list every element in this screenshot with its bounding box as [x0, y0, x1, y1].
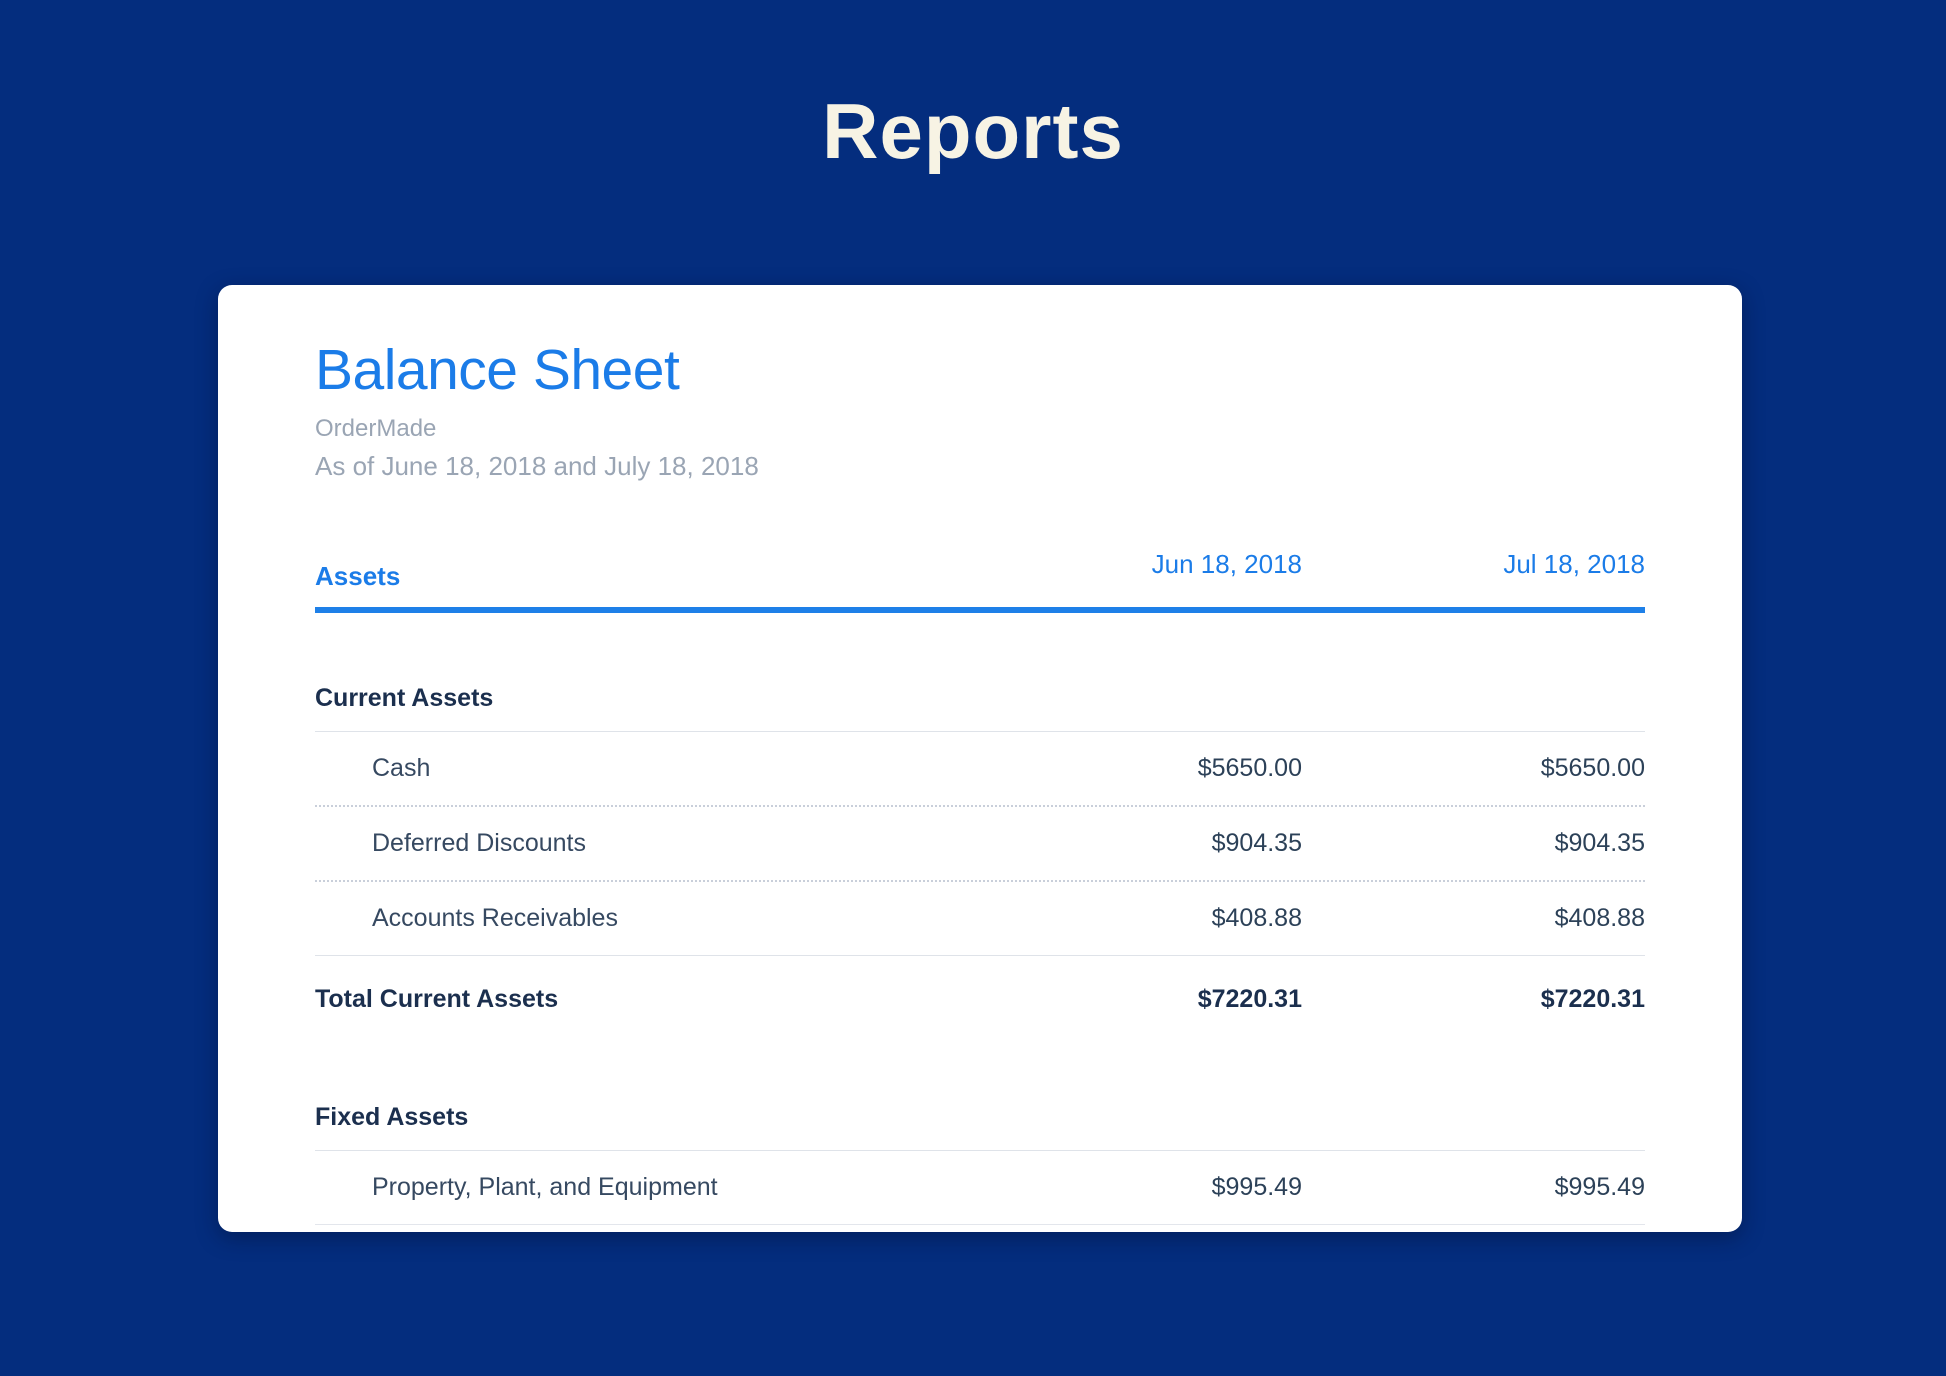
table-row-property-plant-equipment: [315, 1151, 1645, 1225]
row-value-jun: $904.35: [1211, 828, 1302, 857]
row-value-jul: $995.49: [1554, 1172, 1645, 1201]
row-value-jun: $408.88: [1211, 903, 1302, 932]
report-period: As of June 18, 2018 and July 18, 2018: [315, 450, 759, 481]
row-label: Property, Plant, and Equipment: [372, 1172, 718, 1201]
total-value-jul: $7220.31: [1540, 984, 1645, 1013]
page-title: Reports: [822, 87, 1124, 175]
row-label: Accounts Receivables: [372, 903, 618, 932]
balance-sheet-card: [218, 285, 1742, 1232]
total-label: Total Current Assets: [315, 984, 559, 1013]
row-label: Cash: [372, 753, 431, 782]
total-row-current-assets: [315, 956, 1645, 1042]
total-value-jun: $7220.31: [1197, 984, 1302, 1013]
section-header-current-assets: Current Assets: [315, 683, 1645, 732]
row-label: Deferred Discounts: [372, 828, 586, 857]
table-row-deferred-discounts: [315, 805, 1645, 880]
section-header-fixed-assets: Fixed Assets: [315, 1102, 1645, 1151]
table-header: [315, 548, 1645, 613]
row-value-jun: $995.49: [1211, 1172, 1302, 1201]
table-row-accounts-receivables: [315, 880, 1645, 955]
report-company: OrderMade: [315, 414, 437, 442]
assets-header-label: Assets: [315, 560, 401, 591]
row-value-jul: $904.35: [1554, 828, 1645, 857]
report-title: Balance Sheet: [315, 338, 680, 402]
card-content: [218, 285, 1742, 1225]
row-value-jul: $408.88: [1554, 903, 1645, 932]
column-header-jul: Jul 18, 2018: [1503, 548, 1645, 579]
row-value-jun: $5650.00: [1197, 753, 1302, 782]
column-header-jun: Jun 18, 2018: [1151, 548, 1302, 579]
row-value-jul: $5650.00: [1540, 753, 1645, 782]
table-row-cash: [315, 732, 1645, 805]
